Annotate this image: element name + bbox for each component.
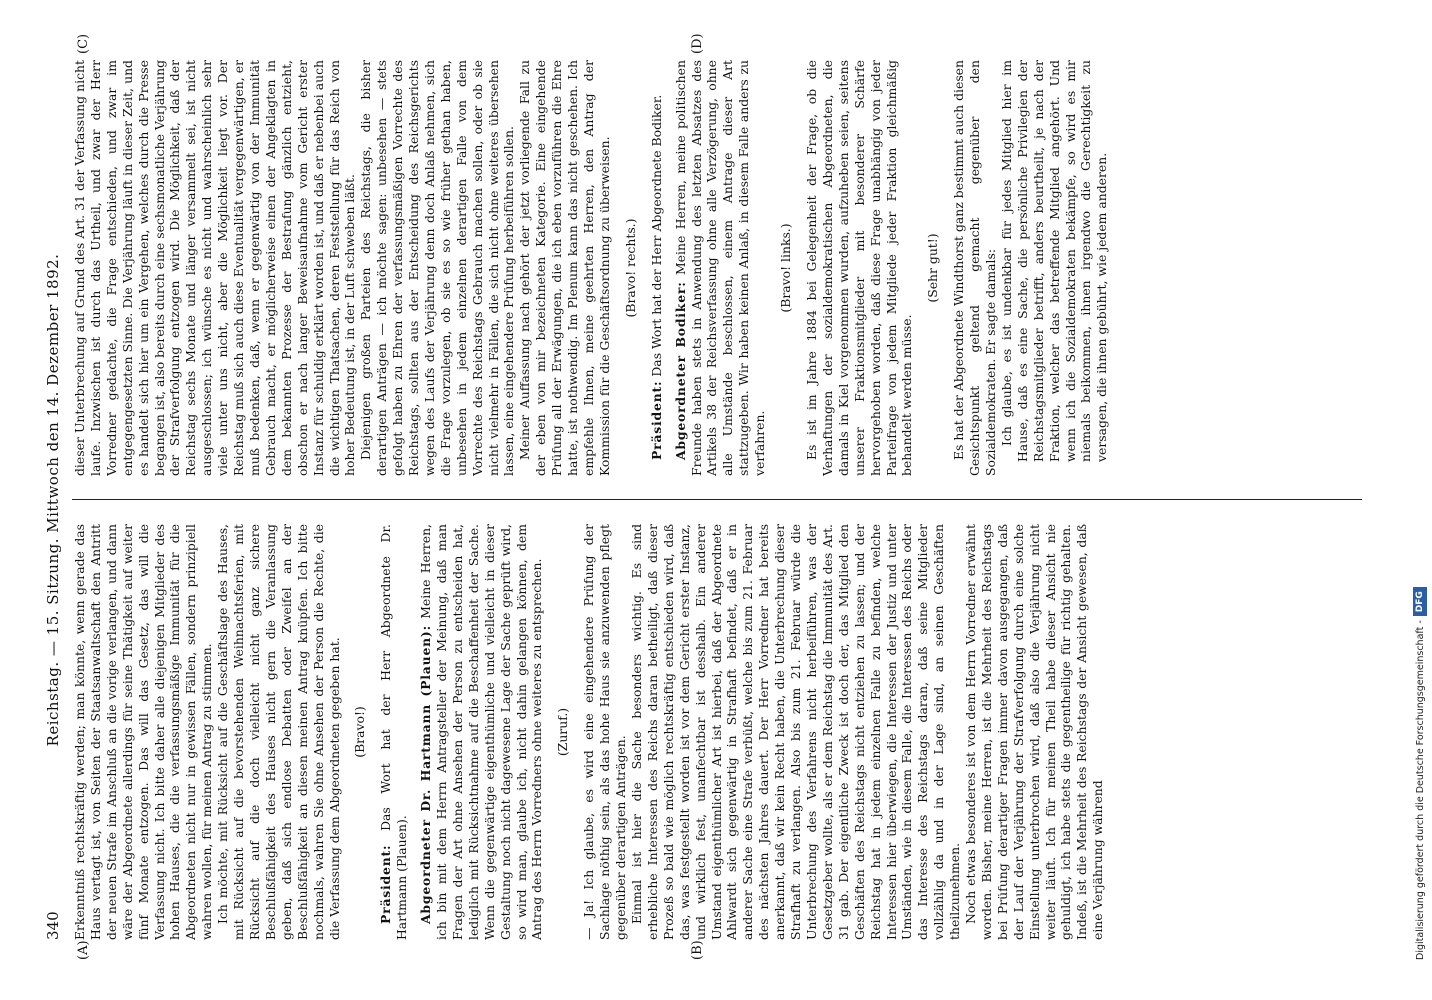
right-column: [72, 60, 1362, 476]
speaker-text: Das Wort hat der Herr Abgeordnete Bodiker.: [648, 94, 664, 377]
speaker-label: Abgeordneter Bodiker:: [672, 281, 688, 460]
speaker-label: Präsident:: [648, 380, 664, 460]
quotation: Ich glaube, es ist undenkbar für jedes Mitglied hier im Hause, daß es eine Sache, die persönliche Privilegien der Reichstagsmitglieder betrifft, anders beurtheilt, je nach der Fraktion, welcher das betreffende Mitglied angehört. Und wenn ich die Sozialdemokraten bekämpfe, so wird es mir niemals beikommen, ihnen irgendwo die Gerechtigkeit zu versagen, die ihnen gebührt, wie jedem anderen.: [998, 60, 1110, 462]
paragraph: Meine Herren, meine politischen Freunde haben stets in Anwendung des letzten Absatzes des Artikels 38 der Reichsverfassung ohne alle Verzögerung, ohne alle Umstände beschlossen, einem Antrage dieser Art stattzugeben. Wir haben keinen Anlaß, in diesem Falle anders zu verfahren.: [672, 60, 768, 476]
page-number: 340: [44, 911, 62, 940]
dfg-logo: DFG: [1413, 587, 1427, 616]
paragraph: Ich möchte, mit Rücksicht auf die Geschäftslage des Hauses, mit Rücksicht auf die bevorstehenden Weihnachtsferien, mit Rücksicht auf die doch vielleicht nicht ganz sichere Beschlußfähigkeit des Hauses nicht gern die Veranlassung geben, daß sich endlose Debatten oder Zweifel an der Beschlußfähigkeit an diesen meinen Antrag knüpfen. Ich bitte nochmals, wahren Sie ohne Ansehen der Person die Rechte, die die Verfassung dem Abgeordneten gegeben hat.: [215, 524, 342, 940]
interjection: (Bravo! rechts.): [622, 218, 638, 318]
interjection: (Sehr gut!): [925, 233, 941, 303]
left-column: [72, 524, 1362, 940]
paragraph: Es hat der Abgeordnete Windthorst ganz bestimmt auch diesen Gesichtspunkt geltend gemacht gegenüber den Sozialdemokraten. Er sagte damals:: [951, 60, 999, 476]
digitization-credit: [1412, 60, 1428, 960]
credit-text: Digitalisierung gefördert durch die Deutsche Forschungsgemeinschaft -: [1414, 620, 1426, 960]
margin-marker-a: (A): [76, 940, 91, 960]
speaker-label: Präsident:: [378, 844, 394, 924]
speaker-text: Das Wort hat der Herr Abgeordnete Dr. Hartmann (Plauen).: [378, 524, 410, 940]
interjection: (Zuruf.): [555, 707, 571, 757]
paragraph: Einmal ist hier die Sache besonders wichtig. Es sind erhebliche Interessen des Reichs daran betheiligt, daß dieser Prozeß so bald wie möglich rechtskräftig entschieden wird, daß das, was festgestellt worden ist vor dem Gericht erster Instanz, und wirklich fest, unanfechtbar ist desshalb. Ein anderer Umstand eigenthümlicher Art ist hierbei, daß der Abgeordnete Ahlwardt sich gegenwärtig in Strafhaft befindet, daß er in anderer Sache eine Strafe verbüßt, welche bis zum 21. Februar des nächsten Jahres dauert. Der Herr Vorredner hat bereits anerkannt, daß wir kein Recht haben, die Unterbrechung dieser Strafhaft zu verlangen. Also bis zum 21. Februar würde die Unterbrechung des Verfahrens nicht herbeiführen, was der Gesetzgeber wollte, als er dem Reichstag die Immunität des Art. 31 gab. Der eigentliche Zweck ist doch der, das Mitglied den Geschäften des Reichstags nicht entziehen zu lassen; und der Reichstag hat in jedem einzelnen Falle zu befinden, welche Interessen hier überwiegen, die Interessen der Justiz und unter Umständen, wie in diesem Falle, die Interessen des Reichs oder das Interesse des Reichstags daran, daß seine Mitglieder vollzählig da und in der Lage sind, an seinen Geschäften theilzunehmen.: [629, 524, 963, 940]
paragraph: Erkenntniß rechtskräftig werden; man könnte, wenn gerade das Haus vertagt ist, von Seiten der Staatsanwaltschaft den Antritt der neuen Strafe im Anschluß an die vorige verlangen, und dann wäre der Abgeordnete allerdings für seine Thätigkeit auf weiter fünf Monate entzogen. Das will das Gesetz, das will die Verfassung nicht. Ich bitte daher alle diejenigen Mitglieder des hohen Hauses, die die verfassungsmäßige Immunität für die Abgeordneten nicht nur in gewissen Fällen, sondern prinzipiell wahren wollen, für meinen Antrag zu stimmen.: [72, 524, 215, 940]
paragraph: Meine Herren, ich bin mit dem Herrn Antragsteller der Meinung, daß man Fragen der Art ohne Ansehen der Person zu entscheiden hat, lediglich mit Rücksichtnahme auf die Beschaffenheit der Sache. Wenn die gegenwärtige eigenthümliche und vielleicht in dieser Gestaltung noch nicht dagewesene Lage der Sache geprüft wird, so wird man, glaube ich, nicht dahin gelangen können, dem Antrag des Herrn Vorredners ohne weiteres zu entsprechen.: [418, 524, 545, 940]
page-header: [40, 60, 66, 940]
paragraph: dieser Unterbrechung auf Grund des Art. 31 der Verfassung nicht laufe. Inzwischen ist durch das Urtheil, und zwar der Herr Vorredner gedachte, die Frage entschieden, und zwar im entgegengesetzten Sinne. Die Verjährung läuft in dieser Zeit, und es handelt sich hier um ein Vergehen, welches durch die Presse begangen ist, also bereits durch eine sechsmonatliche Verjährung der Strafverfolgung entzogen wird. Die Möglichkeit, daß der Reichstag sechs Monate und länger versammelt sei, ist nicht ausgeschlossen; ich wünsche es nicht und wahrscheinlich sehr viele unter uns nicht, aber die Möglichkeit liegt vor. Der Reichstag muß sich auch diese Eventualität vergegenwärtigen, er muß bedenken, daß, wenn er gegenwärtig von der Immunität Gebrauch macht, er möglicherweise einen der Angeklagten in dem bekannten Prozesse der Bestrafung gänzlich entzieht, obschon er nach langer Beweisaufnahme vom Gericht erster Instanz für schuldig erklärt worden ist, und daß er nebenbei auch die wichtigen Thatsachen, deren Feststellung für das Reich von hoher Bedeutung ist, in der Luft schweben läßt.: [72, 60, 358, 476]
margin-marker-b: (B): [690, 940, 705, 960]
column-divider: [72, 499, 1362, 500]
interjection: (Bravo! links.): [778, 223, 794, 313]
interjection: (Bravo!): [352, 706, 368, 758]
speaker-label: Abgeordneter Dr. Hartmann (Plauen):: [418, 625, 434, 924]
paragraph: — Ja! Ich glaube, es wird eine eingehendere Prüfung der Sachlage nöthig sein, als das hohe Haus sie anzuwenden pflegt gegenüber derartigen Anträgen.: [581, 524, 629, 940]
margin-marker-c: (C): [76, 33, 91, 54]
paragraph: Es ist im Jahre 1884 bei Gelegenheit der Frage, ob die Verhaftungen der sozialdemokratischen Abgeordneten, die damals in Kiel vorgenommen wurden, aufzuheben seien, seitens unserer Fraktionsmitglieder mit besonderer Schärfe hervorgehoben worden, daß diese Frage unabhängig von jeder Parteifrage von jedem Mitgliede jeder Fraktion gleichmäßig behandelt werden müsse.: [803, 60, 915, 476]
margin-marker-d: (D): [690, 33, 705, 54]
paragraph: Meiner Auffassung nach gehört der jetzt vorliegende Fall zu der eben von mir bezeichneten Kategorie. Eine eingehende Prüfung all der Erwägungen, die ich eben vorzuführen die Ehre hatte, ist nothwendig. Im Plenum kann das nicht geschehen. Ich empfehle Ihnen, meine geehrten Herren, den Antrag der Kommission für die Geschäftsordnung zu überweisen.: [517, 60, 612, 476]
paragraph: Diejenigen großen Parteien des Reichstags, die bisher derartigen Anträgen — ich möchte sagen: unbesehen — stets gefolgt haben zu Ehren der verfassungsmäßigen Vorrechte des Reichstags, sollten aus der Entscheidung des Reichsgerichts wegen des Laufs der Verjährung denn doch Anlaß nehmen, sich die Frage vorzulegen, ob sie es so wie früher gethan haben, unbesehen in jedem einzelnen derartigen Falle von dem Vorrechte des Reichstags Gebrauch machen sollen, oder ob sie nicht vielmehr in Fällen, die sich nicht ohne weiteres übersehen lassen, eine eingehendere Prüfung herbeiführen sollen.: [358, 60, 517, 476]
text-columns: [72, 60, 1362, 940]
page-title: Reichstag. — 15. Sitzung. Mittwoch den 14. Dezember 1892.: [44, 253, 62, 747]
paragraph: Noch etwas besonderes ist von dem Herrn Vorredner erwähnt worden. Bisher, meine Herren, ist die Mehrheit des Reichstags bei Prüfung derartiger Fragen immer davon ausgegangen, daß der Lauf der Verjährung der Strafverfolgung durch eine solche Einstellung unterbrochen wird, daß also die Verjährung nicht weiter läuft. Ich für meinen Theil habe dieser Ansicht nie gehuldigt, ich habe stets die gegentheilige für richtig gehalten. Indeß, ist die Mehrheit des Reichstags der Ansicht gewesen, daß eine Verjährung während: [963, 524, 1106, 940]
